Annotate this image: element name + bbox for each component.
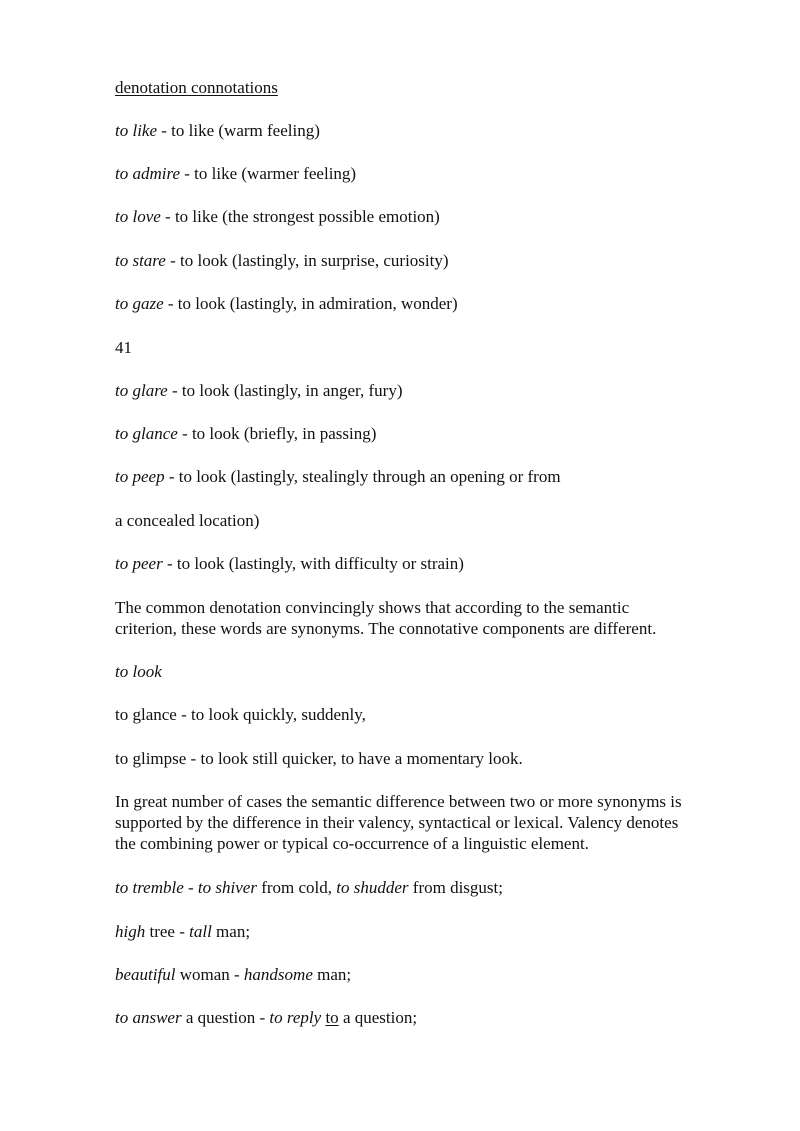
example-italic: to answer — [115, 1008, 182, 1027]
paragraph-line: criterion, these words are synonyms. The connotative components are different. — [115, 619, 657, 638]
example-plain: from disgust; — [408, 878, 503, 897]
entry-definition: - to look (lastingly, in admiration, wonder) — [163, 294, 458, 313]
glance-line: to glance - to look quickly, suddenly, — [115, 705, 366, 724]
entry-term: to glance — [115, 424, 178, 443]
example-plain: man; — [211, 922, 251, 941]
entry-definition: - to like (warm feeling) — [157, 121, 320, 140]
entry-term: to admire — [115, 164, 181, 183]
example-plain: a question; — [338, 1008, 418, 1027]
entry-definition: - to look (lastingly, in surprise, curiosity) — [165, 251, 449, 270]
entry-term: to like — [115, 121, 158, 140]
entry-term: to glare — [115, 381, 168, 400]
entry-term: to stare — [115, 251, 166, 270]
example-beautiful-handsome — [115, 964, 351, 985]
entry-stare — [115, 250, 449, 271]
example-plain: from cold, — [256, 878, 337, 897]
glimpse-line: to glimpse - to look still quicker, to have a momentary look. — [115, 749, 523, 768]
entry-term: to love — [115, 207, 161, 226]
example-high-tall — [115, 921, 250, 942]
example-italic: tall — [189, 922, 212, 941]
to-look-heading — [115, 661, 162, 682]
entry-glance — [115, 423, 376, 444]
entry-gaze — [115, 293, 458, 314]
heading — [115, 77, 278, 98]
entry-term: to peep — [115, 467, 165, 486]
example-plain: man; — [312, 965, 352, 984]
example-italic: beautiful — [115, 965, 176, 984]
entry-admire — [115, 163, 356, 184]
entry-term: to peer — [115, 554, 163, 573]
entry-peep-continuation: a concealed location) — [115, 511, 260, 530]
paragraph-line: The common denotation convincingly shows that according to the semantic — [115, 598, 630, 617]
page-number: 41 — [115, 338, 132, 357]
entry-definition: - to look (lastingly, with difficulty or strain) — [162, 554, 464, 573]
example-italic: to shudder — [336, 878, 409, 897]
entry-glare — [115, 380, 402, 401]
to-look-text: to look — [115, 662, 162, 681]
example-tremble — [115, 877, 503, 898]
example-italic: to tremble - to shiver — [115, 878, 257, 897]
paragraph-line: In great number of cases the semantic difference between two or more synonyms is — [115, 792, 682, 811]
example-plain: a question - — [181, 1008, 270, 1027]
entry-definition: - to look (briefly, in passing) — [177, 424, 377, 443]
entry-definition: - to like (warmer feeling) — [180, 164, 357, 183]
example-underlined: to — [325, 1008, 339, 1027]
entry-peer — [115, 553, 464, 574]
example-italic: high — [115, 922, 146, 941]
paragraph-line: supported by the difference in their valency, syntactical or lexical. Valency denotes — [115, 813, 679, 832]
example-answer-reply — [115, 1007, 417, 1028]
entry-term: to gaze — [115, 294, 164, 313]
entry-definition: - to look (lastingly, stealingly through an opening or from — [164, 467, 561, 486]
entry-definition: - to like (the strongest possible emotion) — [160, 207, 440, 226]
entry-love — [115, 206, 440, 227]
example-plain: woman - — [175, 965, 244, 984]
entry-definition: - to look (lastingly, in anger, fury) — [167, 381, 403, 400]
paragraph-line: the combining power or typical co-occurrence of a linguistic element. — [115, 834, 589, 853]
example-italic: handsome — [243, 965, 313, 984]
entry-like — [115, 120, 320, 141]
heading-text: denotation connotations — [115, 78, 278, 97]
example-plain: tree - — [145, 922, 190, 941]
entry-peep — [115, 466, 561, 487]
paragraph-valency — [115, 791, 755, 854]
example-italic: to reply — [269, 1008, 322, 1027]
paragraph-denotation — [115, 597, 755, 639]
